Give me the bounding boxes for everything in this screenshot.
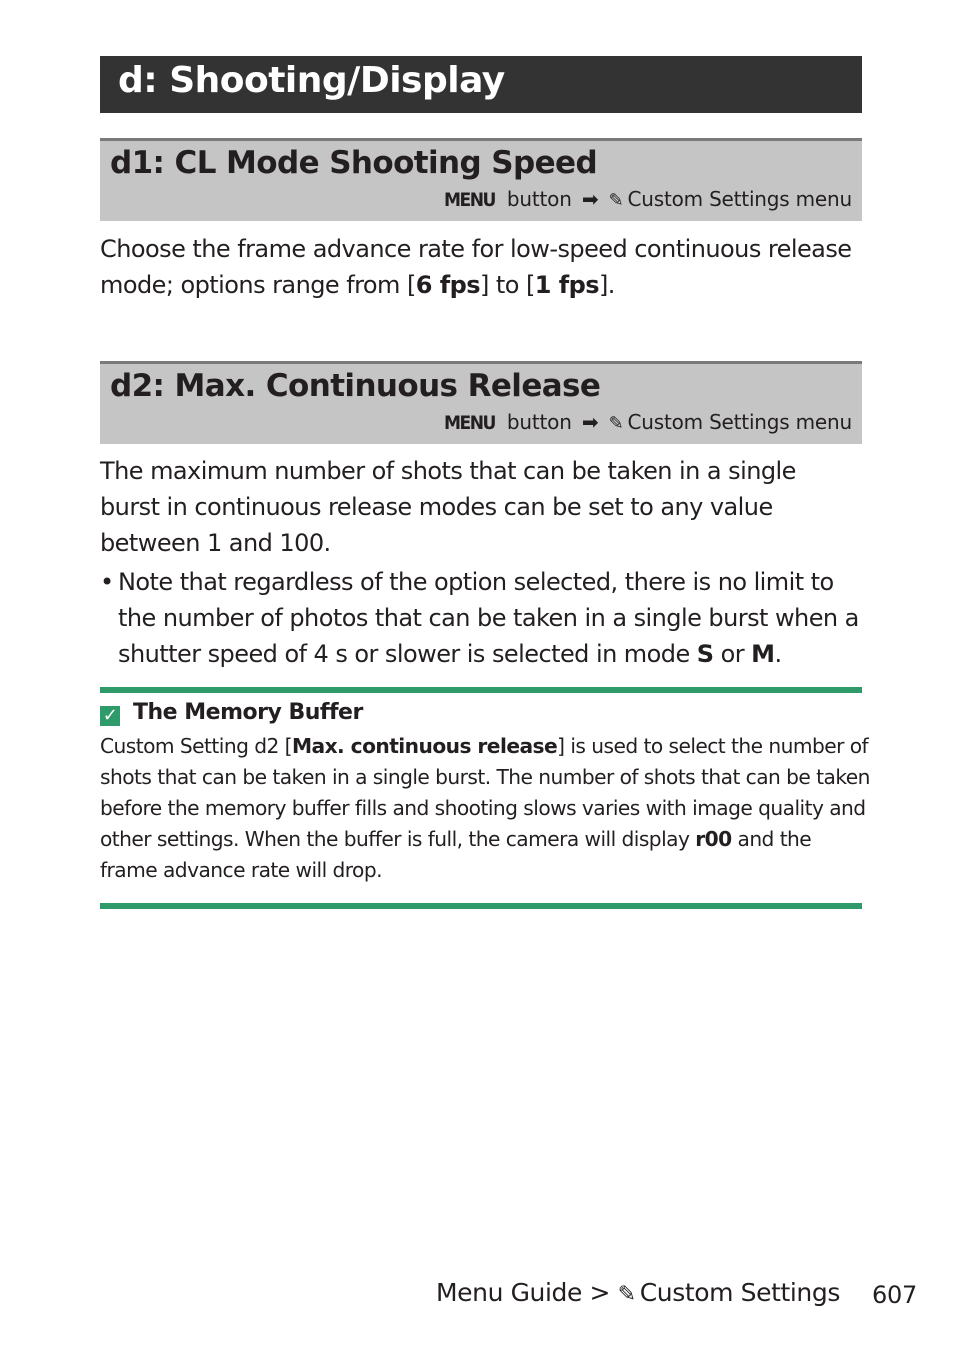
right-arrow-icon: ➡ [581, 410, 599, 434]
mode-m: M [751, 640, 775, 668]
footer-breadcrumb[interactable]: Menu Guide > ✎ Custom Settings [436, 1278, 840, 1307]
menu-label: Custom Settings menu [627, 410, 852, 434]
button-label: button [506, 410, 572, 434]
menu-button-icon: MENU [444, 189, 495, 211]
menu-path-d1 [444, 186, 852, 214]
menu-button-icon: MENU [444, 412, 495, 434]
right-arrow-icon: ➡ [581, 187, 599, 211]
menu-path-d2 [444, 409, 852, 437]
option-6fps: 6 fps [415, 271, 480, 299]
option-1fps: 1 fps [534, 271, 599, 299]
pencil-icon: ✎ [608, 413, 624, 434]
memory-buffer-note [100, 687, 870, 909]
bullet-dot: • [100, 568, 114, 596]
page-number: 607 [872, 1281, 917, 1309]
d1-description: Choose the frame advance rate for low-speed continuous release mode; options range from [6 fps] to [1 fps]. [100, 235, 852, 299]
section-title-d1: d1: CL Mode Shooting Speed [110, 145, 598, 181]
checkmark-icon: ✓ [100, 706, 120, 726]
button-label: button [506, 187, 572, 211]
chapter-title: d: Shooting/Display [100, 56, 862, 113]
mode-s: S [696, 640, 714, 668]
pencil-icon: ✎ [608, 190, 624, 211]
display-value: r00 [695, 827, 732, 851]
d2-description: The maximum number of shots that can be taken in a single burst in continuous release modes can be set to any value between 1 and 100. [100, 457, 796, 557]
section-header-d1 [100, 138, 862, 221]
note-title: ✓ The Memory Buffer [100, 699, 363, 727]
d2-bullet-note: • Note that regardless of the option selected, there is no limit to the number of photos that can be taken in a single burst when a shutter speed of 4 s or slower is selected in mode S or M. [100, 564, 862, 672]
section-title-d2: d2: Max. Continuous Release [110, 368, 601, 404]
pencil-icon: ✎ [617, 1282, 636, 1307]
section-header-d2 [100, 361, 862, 444]
setting-name: Max. continuous release [291, 734, 558, 758]
menu-label: Custom Settings menu [627, 187, 852, 211]
note-text: Custom Setting d2 [Max. continuous release] is used to select the number of shots that can be taken in a single burst. The number of shots that can be taken before the memory buffer fills and shooting slows varies with image quality and other settings. When the buffer is full, the camera will display r00 and the frame advance rate will drop. [100, 734, 870, 882]
